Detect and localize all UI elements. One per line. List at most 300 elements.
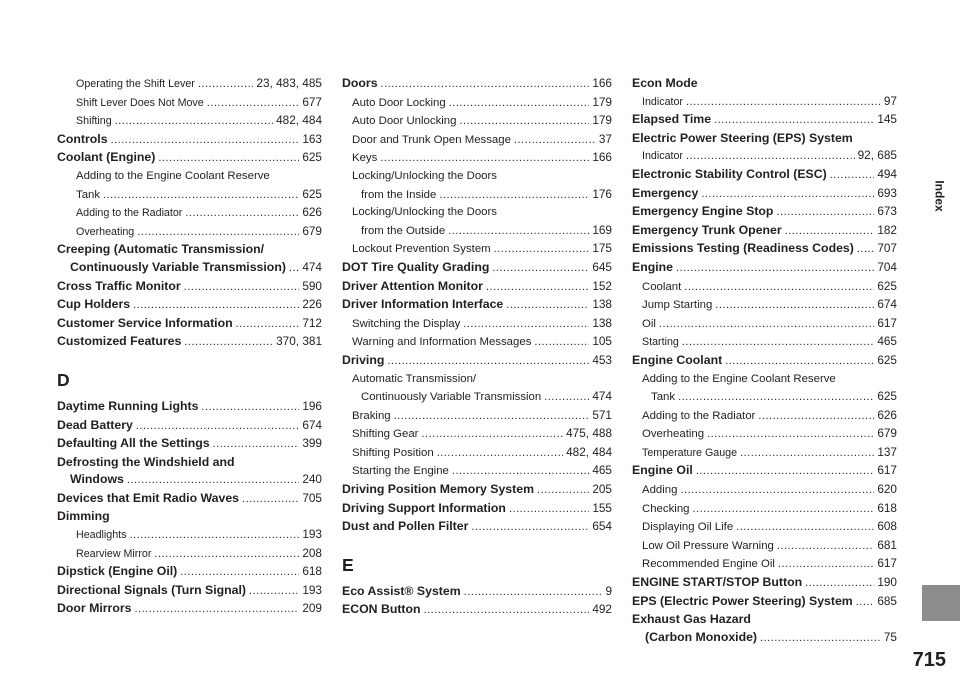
entry-page-ref: 494 [877, 166, 897, 181]
index-subentry [342, 168, 612, 186]
entry-term: Defrosting the Windshield and [57, 454, 235, 469]
entry-term: Driving Position Memory System [342, 482, 535, 497]
index-subentry [342, 240, 612, 259]
entry-term: Econ Mode [632, 76, 698, 90]
index-subentry [632, 296, 897, 315]
dot-leader [439, 187, 589, 205]
entry-page-ref: 674 [302, 417, 322, 432]
entry-page-ref: 618 [302, 564, 322, 579]
dot-leader [471, 519, 589, 537]
entry-page-ref: 679 [302, 223, 322, 238]
entry-term: Doors [342, 76, 378, 90]
entry-page-ref: 23, 483, 485 [256, 76, 322, 90]
entry-page-ref: 625 [877, 352, 897, 367]
dot-leader [103, 187, 299, 205]
entry-term: Indicator [642, 95, 683, 108]
index-entry [632, 222, 897, 241]
index-entry [57, 417, 322, 436]
entry-term: Customer Service Information [57, 315, 233, 330]
index-subentry [342, 94, 612, 113]
index-entry [632, 462, 897, 481]
dot-leader [136, 418, 299, 436]
index-entry [632, 629, 897, 648]
entry-page-ref: 166 [592, 150, 612, 165]
entry-term: Coolant (Engine) [57, 150, 156, 165]
dot-leader [676, 260, 874, 278]
dot-leader [380, 150, 589, 168]
dot-leader [492, 260, 589, 278]
entry-page-ref: 155 [592, 500, 612, 515]
entry-page-ref: 169 [592, 222, 612, 237]
entry-page-ref: 399 [302, 436, 322, 451]
entry-term: Eco Assist® System [342, 583, 461, 598]
entry-term: Daytime Running Lights [57, 398, 199, 413]
entry-term: Oil [642, 317, 656, 330]
entry-term: DOT Tire Quality Grading [342, 259, 490, 274]
entry-page-ref: 625 [877, 278, 897, 293]
dot-leader [134, 601, 299, 619]
entry-term: Shifting Position [352, 446, 434, 459]
entry-term: Adding to the Radiator [642, 409, 756, 422]
entry-page-ref: 705 [302, 490, 322, 505]
index-entry [57, 259, 322, 278]
dot-leader [198, 76, 254, 94]
entry-term: ENGINE START/STOP Button [632, 575, 803, 590]
index-entry [57, 278, 322, 297]
page-number: 715 [912, 649, 946, 671]
entry-term: Low Oil Pressure Warning [642, 539, 774, 552]
entry-page-ref: 465 [877, 334, 897, 349]
index-entry [342, 481, 612, 500]
entry-term: from the Inside [361, 188, 437, 201]
entry-page-ref: 205 [592, 482, 612, 497]
dot-leader [544, 389, 589, 407]
dot-leader [463, 316, 589, 334]
dot-leader [707, 426, 874, 444]
entry-term: Driver Attention Monitor [342, 278, 483, 293]
entry-term: Dust and Pollen Filter [342, 519, 469, 534]
entry-term: Dead Battery [57, 417, 133, 432]
entry-term: Overheating [642, 428, 705, 441]
entry-term: Coolant [642, 280, 682, 293]
entry-page-ref: 138 [592, 297, 612, 312]
entry-page-ref: 685 [877, 593, 897, 608]
entry-term: Jump Starting [642, 299, 713, 312]
dot-leader [394, 408, 590, 426]
entry-page-ref: 240 [302, 472, 322, 487]
entry-term: Door and Trunk Open Message [352, 133, 511, 146]
entry-term: Emergency Engine Stop [632, 204, 774, 219]
entry-term: Starting the Engine [352, 465, 449, 478]
dot-leader [740, 445, 874, 463]
entry-page-ref: 37 [598, 131, 612, 146]
dot-leader [857, 241, 874, 259]
entry-term: Cup Holders [57, 297, 131, 312]
entry-term: Rearview Mirror [76, 547, 152, 560]
entry-page-ref: 681 [877, 537, 897, 552]
entry-term: Tank [651, 391, 676, 404]
index-entry [342, 296, 612, 315]
index-entry [632, 259, 897, 278]
entry-page-ref: 176 [592, 186, 612, 201]
index-subentry [632, 425, 897, 444]
index-entry [57, 454, 322, 472]
index-subentry [632, 93, 897, 112]
dot-leader [760, 630, 881, 648]
index-subentry [632, 278, 897, 297]
dot-leader [684, 279, 874, 297]
entry-term: Overheating [76, 225, 135, 238]
entry-page-ref: 97 [883, 93, 897, 108]
entry-page-ref: 208 [302, 545, 322, 560]
entry-page-ref: 617 [877, 463, 897, 478]
index-entry [57, 582, 322, 601]
index-subentry [342, 315, 612, 334]
entry-page-ref: 679 [877, 426, 897, 441]
dot-leader [421, 426, 563, 444]
entry-term: Cross Traffic Monitor [57, 278, 181, 293]
entry-term: Recommended Engine Oil [642, 558, 775, 571]
entry-term: Tank [76, 188, 101, 201]
entry-page-ref: 617 [877, 556, 897, 571]
entry-page-ref: 645 [592, 259, 612, 274]
side-tab-strip [920, 0, 960, 660]
entry-term: Locking/Unlocking the Doors [352, 206, 497, 219]
index-subentry [632, 444, 897, 463]
index-entry [57, 131, 322, 150]
entry-term: Switching the Display [352, 317, 461, 330]
index-subentry [57, 112, 322, 131]
entry-page-ref: 625 [877, 389, 897, 404]
dot-leader [514, 132, 596, 150]
dot-leader [201, 399, 299, 417]
index-entry [632, 611, 897, 629]
dot-leader [778, 556, 874, 574]
index-entry [342, 278, 612, 297]
entry-term: EPS (Electric Power Steering) System [632, 593, 853, 608]
index-entry [632, 352, 897, 371]
entry-term: from the Outside [361, 224, 446, 237]
index-entry [632, 111, 897, 130]
dot-leader [659, 316, 874, 334]
index-subentry [342, 112, 612, 131]
entry-page-ref: 620 [877, 482, 897, 497]
index-entry [342, 518, 612, 537]
dot-leader [701, 186, 874, 204]
entry-page-ref: 618 [877, 500, 897, 515]
entry-page-ref: 625 [302, 150, 322, 165]
entry-term: Electric Power Steering (EPS) System [632, 130, 853, 145]
entry-page-ref: 677 [302, 94, 322, 109]
entry-page-ref: 474 [592, 389, 612, 404]
dot-leader [452, 463, 589, 481]
index-entry [632, 574, 897, 593]
index-subentry [57, 94, 322, 113]
index-subentry [342, 222, 612, 241]
entry-page-ref: 673 [877, 204, 897, 219]
index-entry [57, 296, 322, 315]
index-subentry [57, 545, 322, 564]
entry-page-ref: 626 [877, 407, 897, 422]
entry-page-ref: 75 [883, 629, 897, 644]
index-letter-heading: E [342, 554, 354, 575]
entry-term: Directional Signals (Turn Signal) [57, 582, 247, 597]
index-subentry [632, 333, 897, 352]
index-entry [57, 490, 322, 509]
entry-term: Engine Coolant [632, 352, 723, 367]
index-subentry [342, 407, 612, 426]
dot-leader [537, 482, 589, 500]
index-column-3 [632, 75, 897, 647]
dot-leader [686, 148, 855, 166]
dot-leader [682, 334, 874, 352]
index-entry [57, 241, 322, 259]
entry-term: Adding to the Engine Coolant Reserve [76, 169, 270, 182]
index-subentry [632, 500, 897, 519]
dot-leader [509, 501, 589, 519]
dot-leader [830, 167, 875, 185]
entry-term: Engine Oil [632, 463, 693, 478]
entry-page-ref: 571 [592, 407, 612, 422]
entry-page-ref: 196 [302, 398, 322, 413]
entry-page-ref: 105 [592, 334, 612, 349]
entry-term: Displaying Oil Life [642, 521, 734, 534]
dot-leader [137, 224, 299, 242]
entry-page-ref: 693 [877, 185, 897, 200]
entry-term: Braking [352, 409, 391, 422]
entry-term: Shift Lever Does Not Move [76, 96, 204, 109]
entry-term: Automatic Transmission/ [352, 372, 477, 385]
entry-page-ref: 163 [302, 131, 322, 146]
index-entry [57, 149, 322, 168]
index-subentry [632, 407, 897, 426]
entry-term: Creeping (Automatic Transmission/ [57, 242, 265, 257]
entry-page-ref: 370, 381 [276, 334, 322, 349]
entry-term: Continuously Variable Transmission) [70, 259, 286, 274]
entry-page-ref: 209 [302, 601, 322, 616]
index-subentry [57, 223, 322, 242]
entry-page-ref: 482, 484 [276, 113, 322, 128]
dot-leader [111, 132, 300, 150]
index-subentry [57, 186, 322, 205]
dot-leader [185, 205, 299, 223]
dot-leader [736, 519, 874, 537]
entry-page-ref: 145 [877, 112, 897, 127]
index-entry [57, 435, 322, 454]
dot-leader [184, 334, 273, 352]
entry-page-ref: 182 [877, 222, 897, 237]
index-entry [57, 333, 322, 352]
entry-page-ref: 465 [592, 463, 612, 478]
entry-term: Electronic Stability Control (ESC) [632, 166, 827, 181]
dot-leader [506, 297, 589, 315]
index-entry [632, 166, 897, 185]
index-subentry [342, 186, 612, 205]
dot-leader [448, 223, 589, 241]
entry-term: Dipstick (Engine Oil) [57, 564, 178, 579]
side-tab-label-text: Index [933, 180, 947, 212]
entry-term: Controls [57, 131, 108, 146]
entry-page-ref: 608 [877, 519, 897, 534]
dot-leader [424, 602, 590, 620]
entry-term: Emergency Trunk Opener [632, 222, 782, 237]
entry-term: Locking/Unlocking the Doors [352, 169, 497, 182]
dot-leader [207, 95, 300, 113]
entry-term: Door Mirrors [57, 601, 132, 616]
entry-page-ref: 226 [302, 297, 322, 312]
dot-leader [289, 260, 299, 278]
dot-leader [678, 389, 874, 407]
index-subentry [342, 425, 612, 444]
index-entry [57, 471, 322, 490]
entry-term: Temperature Gauge [642, 446, 738, 459]
entry-term: Devices that Emit Radio Waves [57, 490, 240, 505]
dot-leader [130, 527, 300, 545]
dot-leader [686, 94, 881, 112]
index-entry [57, 563, 322, 582]
dot-leader [758, 408, 874, 426]
dot-leader [805, 575, 874, 593]
dot-leader [856, 594, 875, 612]
index-column-1 [57, 75, 322, 619]
index-subentry [342, 462, 612, 481]
entry-page-ref: 617 [877, 315, 897, 330]
entry-term: Adding to the Engine Coolant Reserve [642, 372, 836, 385]
dot-leader [184, 279, 300, 297]
entry-term: Customized Features [57, 334, 182, 349]
index-entry [57, 508, 322, 526]
index-entry [57, 315, 322, 334]
index-subentry [632, 371, 897, 389]
index-entry [342, 352, 612, 371]
entry-term: Auto Door Locking [352, 96, 446, 109]
dot-leader [387, 353, 589, 371]
dot-leader [693, 501, 875, 519]
entry-term: Emergency [632, 185, 699, 200]
entry-term: Windows [70, 472, 124, 487]
index-entry [57, 398, 322, 417]
index-subentry [57, 75, 322, 94]
entry-page-ref: 453 [592, 352, 612, 367]
index-entry [632, 75, 897, 93]
dot-leader [680, 482, 874, 500]
entry-term: Starting [642, 336, 679, 349]
index-subentry [342, 388, 612, 407]
entry-term: Lockout Prevention System [352, 243, 491, 256]
entry-page-ref: 654 [592, 519, 612, 534]
index-subentry [342, 444, 612, 463]
index-letter-heading: D [57, 369, 70, 390]
entry-term: ECON Button [342, 602, 421, 617]
index-subentry [57, 168, 322, 186]
dot-leader [242, 491, 299, 509]
entry-term: Adding to the Radiator [76, 207, 183, 220]
index-subentry [342, 149, 612, 168]
dot-leader [459, 113, 589, 131]
entry-term: Driving Support Information [342, 500, 506, 515]
index-subentry [342, 131, 612, 150]
entry-term: Auto Door Unlocking [352, 115, 457, 128]
entry-term: Dimming [57, 509, 110, 524]
entry-term: Shifting [76, 115, 112, 128]
index-entry [342, 583, 612, 602]
index-entry [632, 130, 897, 148]
dot-leader [437, 445, 563, 463]
entry-page-ref: 92, 685 [857, 148, 897, 163]
index-entry [342, 75, 612, 94]
dot-leader [715, 297, 874, 315]
entry-page-ref: 166 [592, 76, 612, 90]
section-side-tab [920, 0, 960, 660]
entry-term: Adding [642, 484, 678, 497]
entry-term: Warning and Information Messages [352, 336, 532, 349]
entry-page-ref: 179 [592, 113, 612, 128]
index-subentry [57, 526, 322, 545]
index-subentry [632, 518, 897, 537]
entry-term: Indicator [642, 150, 683, 163]
entry-page-ref: 179 [592, 94, 612, 109]
index-subentry [57, 204, 322, 223]
dot-leader [249, 583, 299, 601]
entry-term: Shifting Gear [352, 428, 419, 441]
entry-page-ref: 193 [302, 527, 322, 542]
index-subentry [632, 147, 897, 166]
entry-term: Keys [352, 152, 378, 165]
entry-page-ref: 152 [592, 278, 612, 293]
entry-term: Checking [642, 502, 690, 515]
side-tab-label [920, 166, 960, 226]
entry-page-ref: 626 [302, 205, 322, 220]
entry-term: Defaulting All the Settings [57, 436, 210, 451]
index-column-2 [342, 75, 612, 620]
dot-leader [381, 76, 590, 94]
index-tab-marker [922, 585, 960, 621]
index-subentry [632, 315, 897, 334]
entry-page-ref: 590 [302, 278, 322, 293]
entry-page-ref: 474 [302, 259, 322, 274]
dot-leader [777, 538, 874, 556]
entry-page-ref: 175 [592, 241, 612, 256]
index-subentry [632, 388, 897, 407]
dot-leader [696, 463, 875, 481]
index-subentry [632, 481, 897, 500]
entry-term: Operating the Shift Lever [76, 78, 195, 90]
entry-term: Emissions Testing (Readiness Codes) [632, 241, 854, 256]
dot-leader [115, 113, 273, 131]
entry-page-ref: 492 [592, 602, 612, 617]
entry-page-ref: 704 [877, 259, 897, 274]
entry-term: (Carbon Monoxide) [645, 629, 758, 644]
entry-page-ref: 193 [302, 582, 322, 597]
dot-leader [133, 297, 299, 315]
index-entry [342, 259, 612, 278]
entry-page-ref: 137 [877, 444, 897, 459]
dot-leader [486, 279, 589, 297]
entry-term: Headlights [76, 529, 127, 542]
index-entry [632, 593, 897, 612]
dot-leader [464, 584, 603, 602]
dot-leader [154, 546, 299, 564]
entry-page-ref: 625 [302, 186, 322, 201]
index-subentry [632, 555, 897, 574]
dot-leader [776, 204, 874, 222]
entry-term: Exhaust Gas Hazard [632, 612, 751, 627]
dot-leader [725, 353, 874, 371]
index-subentry [342, 204, 612, 222]
entry-page-ref: 707 [877, 241, 897, 256]
index-subentry [342, 371, 612, 389]
dot-leader [714, 112, 874, 130]
